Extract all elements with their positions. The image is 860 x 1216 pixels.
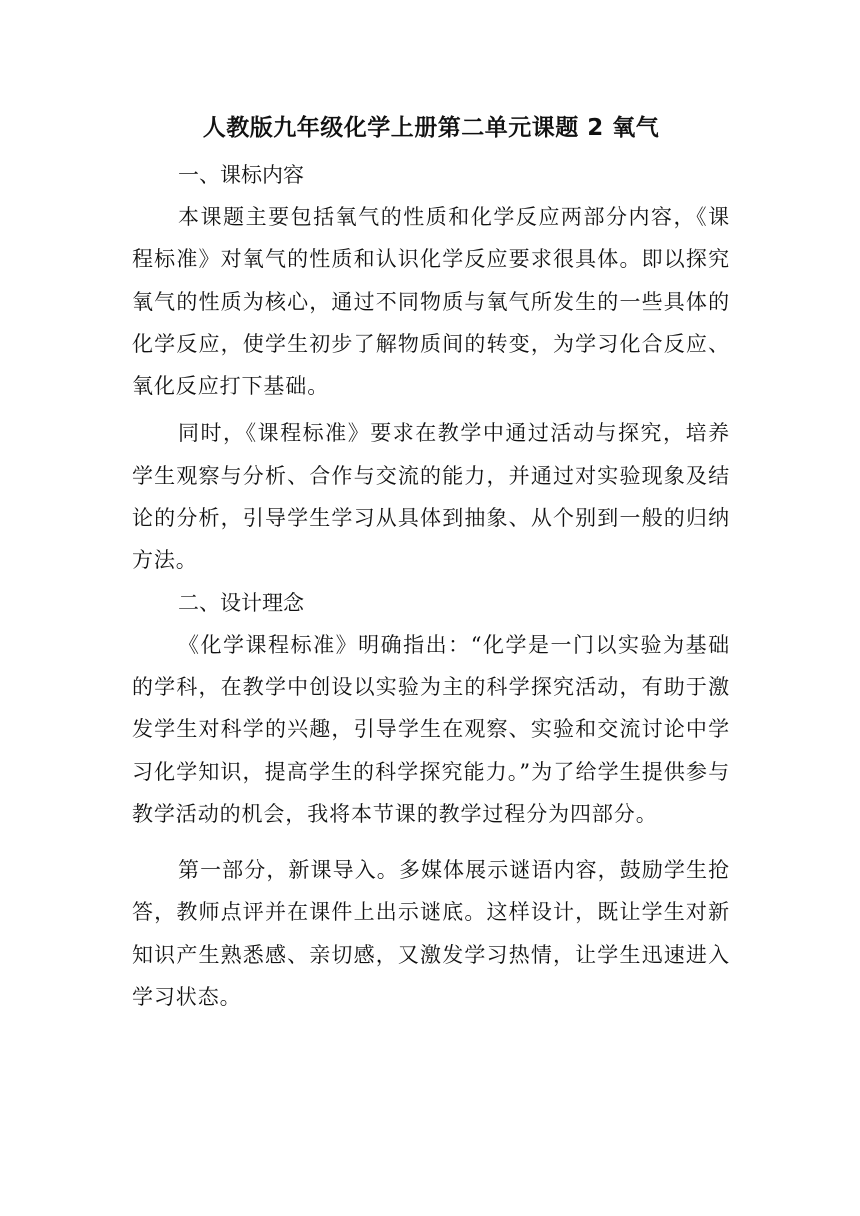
paragraph: 第一部分，新课导入。多媒体展示谜语内容，鼓励学生抢答，教师点评并在课件上出示谜底。这样设计，既让学生对新知识产生熟悉感、亲切感，又激发学习热情，让学生迅速进入学习状态。 <box>132 858 730 1010</box>
section-heading: 二、设计理念 <box>178 590 304 615</box>
section-curriculum-content <box>132 154 730 582</box>
paragraph: 本课题主要包括氧气的性质和化学反应两部分内容，《课程标准》对氧气的性质和认识化学反应要求很具体。即以探究氧气的性质为核心，通过不同物质与氧气所发生的一些具体的化学反应，使学生初步了解物质间的转变，为学习化合反应、氧化反应打下基础。 <box>132 205 730 399</box>
paragraph: 同时，《课程标准》要求在教学中通过活动与探究，培养学生观察与分析、合作与交流的能力，并通过对实验现象及结论的分析，引导学生学习从具体到抽象、从个别到一般的归纳方法。 <box>132 421 730 573</box>
paragraph: 《化学课程标准》明确指出：“化学是一门以实验为基础的学科，在教学中创设以实验为主的科学探究活动，有助于激发学生对科学的兴趣，引导学生在观察、实验和交流讨论中学习化学知识，提高学生的科学探究能力。”为了给学生提供参与教学活动的机会，我将本节课的教学过程分为四部分。 <box>132 632 730 826</box>
document-title: 人教版九年级化学上册第二单元课题 2 氧气 <box>202 115 660 141</box>
document-page <box>132 102 730 1018</box>
section-design-concept <box>132 582 730 1019</box>
section-heading: 一、课标内容 <box>178 163 304 187</box>
